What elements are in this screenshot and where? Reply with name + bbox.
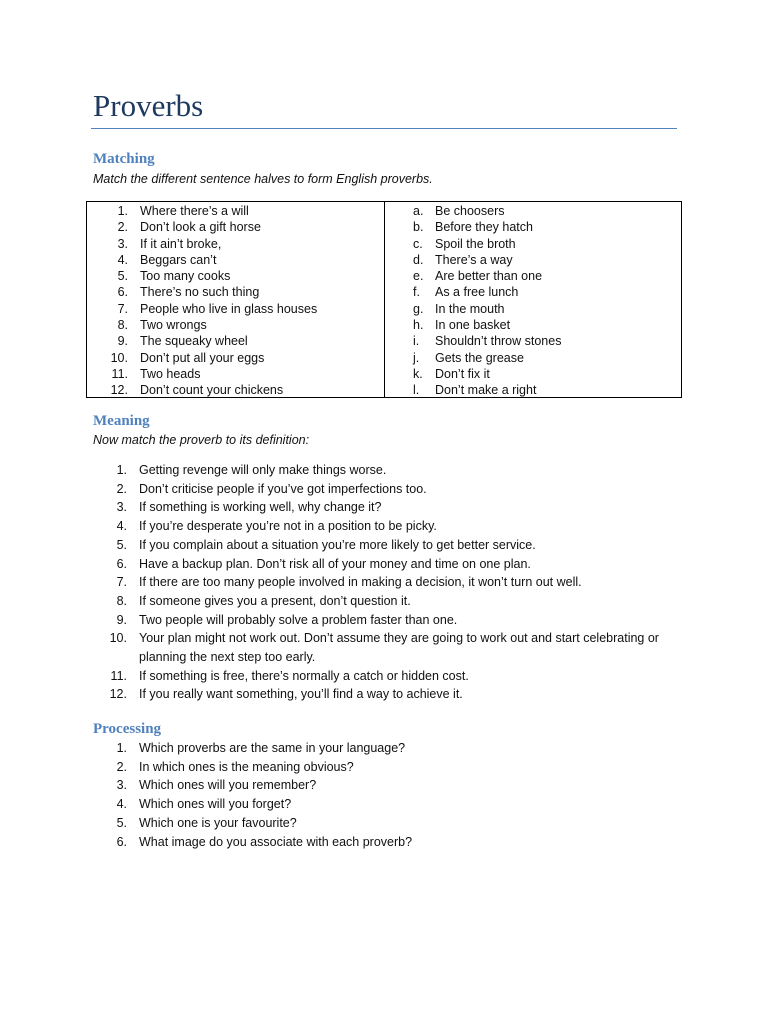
meaning-item	[93, 480, 683, 499]
item-number: 10.	[110, 350, 128, 365]
meaning-item	[93, 573, 683, 592]
item-text: Two heads	[140, 366, 201, 381]
item-number: 2.	[116, 481, 127, 496]
item-text: Be choosers	[435, 204, 505, 218]
matching-right-column	[385, 202, 681, 397]
item-number: f.	[413, 285, 420, 300]
item-text: Have a backup plan. Don’t risk all of your money and time on one plan.	[139, 556, 531, 571]
item-number: h.	[413, 318, 424, 333]
meaning-list	[93, 461, 683, 704]
matching-left-item	[87, 203, 384, 219]
item-number: g.	[413, 301, 424, 316]
item-text: Beggars can’t	[140, 252, 217, 267]
item-text: Don’t count your chickens	[140, 383, 284, 398]
matching-heading: Matching	[93, 151, 155, 167]
meaning-item	[93, 667, 683, 686]
matching-right-item	[385, 219, 681, 235]
processing-item	[93, 833, 683, 852]
matching-left-item	[87, 382, 384, 398]
item-number: 2.	[117, 220, 128, 235]
item-number: 9.	[117, 334, 128, 349]
item-number: 11.	[110, 668, 127, 683]
item-text: In the mouth	[435, 301, 505, 316]
item-number: 6.	[117, 285, 128, 300]
matching-left-item	[87, 350, 384, 366]
item-number: 8.	[116, 593, 127, 608]
matching-left-item	[87, 366, 384, 382]
item-number: e.	[413, 269, 424, 284]
item-text: If someone gives you a present, don’t question it.	[139, 593, 411, 608]
meaning-item	[93, 498, 683, 517]
item-number: 5.	[117, 269, 128, 284]
matching-instruction: Match the different sentence halves to form English proverbs.	[93, 172, 433, 186]
item-number: 3.	[116, 778, 127, 793]
item-text: Two people will probably solve a problem faster than one.	[139, 612, 458, 627]
matching-right-item	[385, 236, 681, 252]
item-text: Which one is your favourite?	[139, 815, 297, 830]
matching-right-item	[385, 252, 681, 268]
matching-table	[86, 201, 682, 398]
item-text: Don’t fix it	[435, 366, 490, 381]
matching-left-item	[87, 252, 384, 268]
item-number: 3.	[116, 500, 127, 515]
item-text: As a free lunch	[435, 285, 519, 300]
item-number: 11.	[111, 366, 128, 381]
matching-left-item	[87, 236, 384, 252]
matching-left-item	[87, 268, 384, 284]
matching-right-item	[385, 350, 681, 366]
item-text: Don’t put all your eggs	[140, 350, 265, 365]
item-text: There’s a way	[435, 252, 513, 267]
processing-item	[93, 739, 683, 758]
meaning-instruction: Now match the proverb to its definition:	[93, 433, 310, 447]
meaning-item	[93, 517, 683, 536]
processing-item	[93, 776, 683, 795]
meaning-item	[93, 461, 683, 480]
processing-heading: Processing	[93, 721, 162, 737]
processing-item	[93, 795, 683, 814]
item-number: 4.	[116, 797, 127, 812]
item-number: 7.	[116, 575, 127, 590]
item-number: 9.	[116, 612, 127, 627]
item-text: There’s no such thing	[140, 285, 260, 300]
matching-right-item	[385, 268, 681, 284]
matching-left-item	[87, 301, 384, 317]
processing-item	[93, 758, 683, 777]
item-text: If you’re desperate you’re not in a position to be picky.	[139, 519, 437, 534]
title-divider	[91, 128, 677, 129]
matching-right-item	[385, 382, 681, 398]
item-text: Don’t make a right	[435, 383, 537, 398]
item-text: Shouldn’t throw stones	[435, 334, 562, 349]
item-text: If something is working well, why change it?	[139, 500, 382, 515]
matching-right-item	[385, 366, 681, 382]
meaning-item	[93, 555, 683, 574]
processing-list	[93, 739, 683, 851]
item-number: a.	[413, 204, 424, 218]
item-text: Don’t criticise people if you’ve got imperfections too.	[139, 481, 427, 496]
item-text: In which ones is the meaning obvious?	[139, 759, 354, 774]
item-text: If it ain’t broke,	[140, 236, 222, 251]
item-text: If there are too many people involved in making a decision, it won’t turn out well.	[139, 575, 582, 590]
item-text: Your plan might not work out. Don’t assume they are going to work out and start celebrating or planning the next step too early.	[139, 631, 659, 665]
meaning-item	[93, 629, 683, 666]
item-text: In one basket	[435, 318, 511, 333]
item-number: 12.	[109, 687, 127, 702]
item-text: Don’t look a gift horse	[140, 220, 261, 235]
item-number: j.	[413, 350, 420, 365]
meaning-item	[93, 685, 683, 704]
item-text: Are better than one	[435, 269, 543, 284]
item-number: c.	[413, 236, 423, 251]
item-number: 12.	[110, 383, 128, 398]
item-number: 4.	[116, 519, 127, 534]
matching-right-item	[385, 317, 681, 333]
item-text: Before they hatch	[435, 220, 533, 235]
item-text: The squeaky wheel	[140, 334, 248, 349]
item-number: 6.	[116, 834, 127, 849]
matching-left-item	[87, 333, 384, 349]
item-text: Spoil the broth	[435, 236, 516, 251]
matching-right-item	[385, 203, 681, 219]
item-text: If you complain about a situation you’re more likely to get better service.	[139, 537, 536, 552]
item-text: Where there’s a will	[140, 204, 249, 218]
item-text: If something is free, there’s normally a catch or hidden cost.	[139, 668, 469, 683]
item-number: 5.	[116, 537, 127, 552]
item-number: 4.	[117, 252, 128, 267]
item-number: 7.	[117, 301, 128, 316]
matching-right-item	[385, 333, 681, 349]
matching-left-item	[87, 317, 384, 333]
meaning-heading: Meaning	[93, 413, 150, 429]
matching-left-item	[87, 219, 384, 235]
item-number: 1.	[117, 204, 128, 218]
item-number: 2.	[116, 759, 127, 774]
item-number: 6.	[116, 556, 127, 571]
item-number: 8.	[117, 318, 128, 333]
meaning-item	[93, 536, 683, 555]
item-number: 1.	[116, 741, 127, 755]
processing-item	[93, 814, 683, 833]
item-number: i.	[413, 334, 420, 349]
meaning-item	[93, 592, 683, 611]
item-text: Which ones will you remember?	[139, 778, 317, 793]
item-text: Getting revenge will only make things worse.	[139, 463, 387, 477]
matching-right-item	[385, 284, 681, 300]
item-number: l.	[413, 383, 420, 398]
item-text: Two wrongs	[140, 318, 207, 333]
item-text: Gets the grease	[435, 350, 524, 365]
page-title: Proverbs	[93, 88, 204, 123]
item-text: Which ones will you forget?	[139, 797, 292, 812]
item-number: 3.	[117, 236, 128, 251]
item-number: d.	[413, 252, 424, 267]
item-number: k.	[413, 366, 423, 381]
matching-left-item	[87, 284, 384, 300]
item-number: 10.	[109, 631, 127, 646]
item-text: Too many cooks	[140, 269, 231, 284]
item-number: 5.	[116, 815, 127, 830]
matching-left-column	[87, 202, 385, 397]
item-number: 1.	[116, 463, 127, 477]
matching-right-item	[385, 301, 681, 317]
item-text: People who live in glass houses	[140, 301, 318, 316]
item-text: Which proverbs are the same in your language?	[139, 741, 406, 755]
item-text: If you really want something, you’ll find a way to achieve it.	[139, 687, 463, 702]
item-number: b.	[413, 220, 424, 235]
item-text: What image do you associate with each proverb?	[139, 834, 413, 849]
meaning-item	[93, 611, 683, 630]
